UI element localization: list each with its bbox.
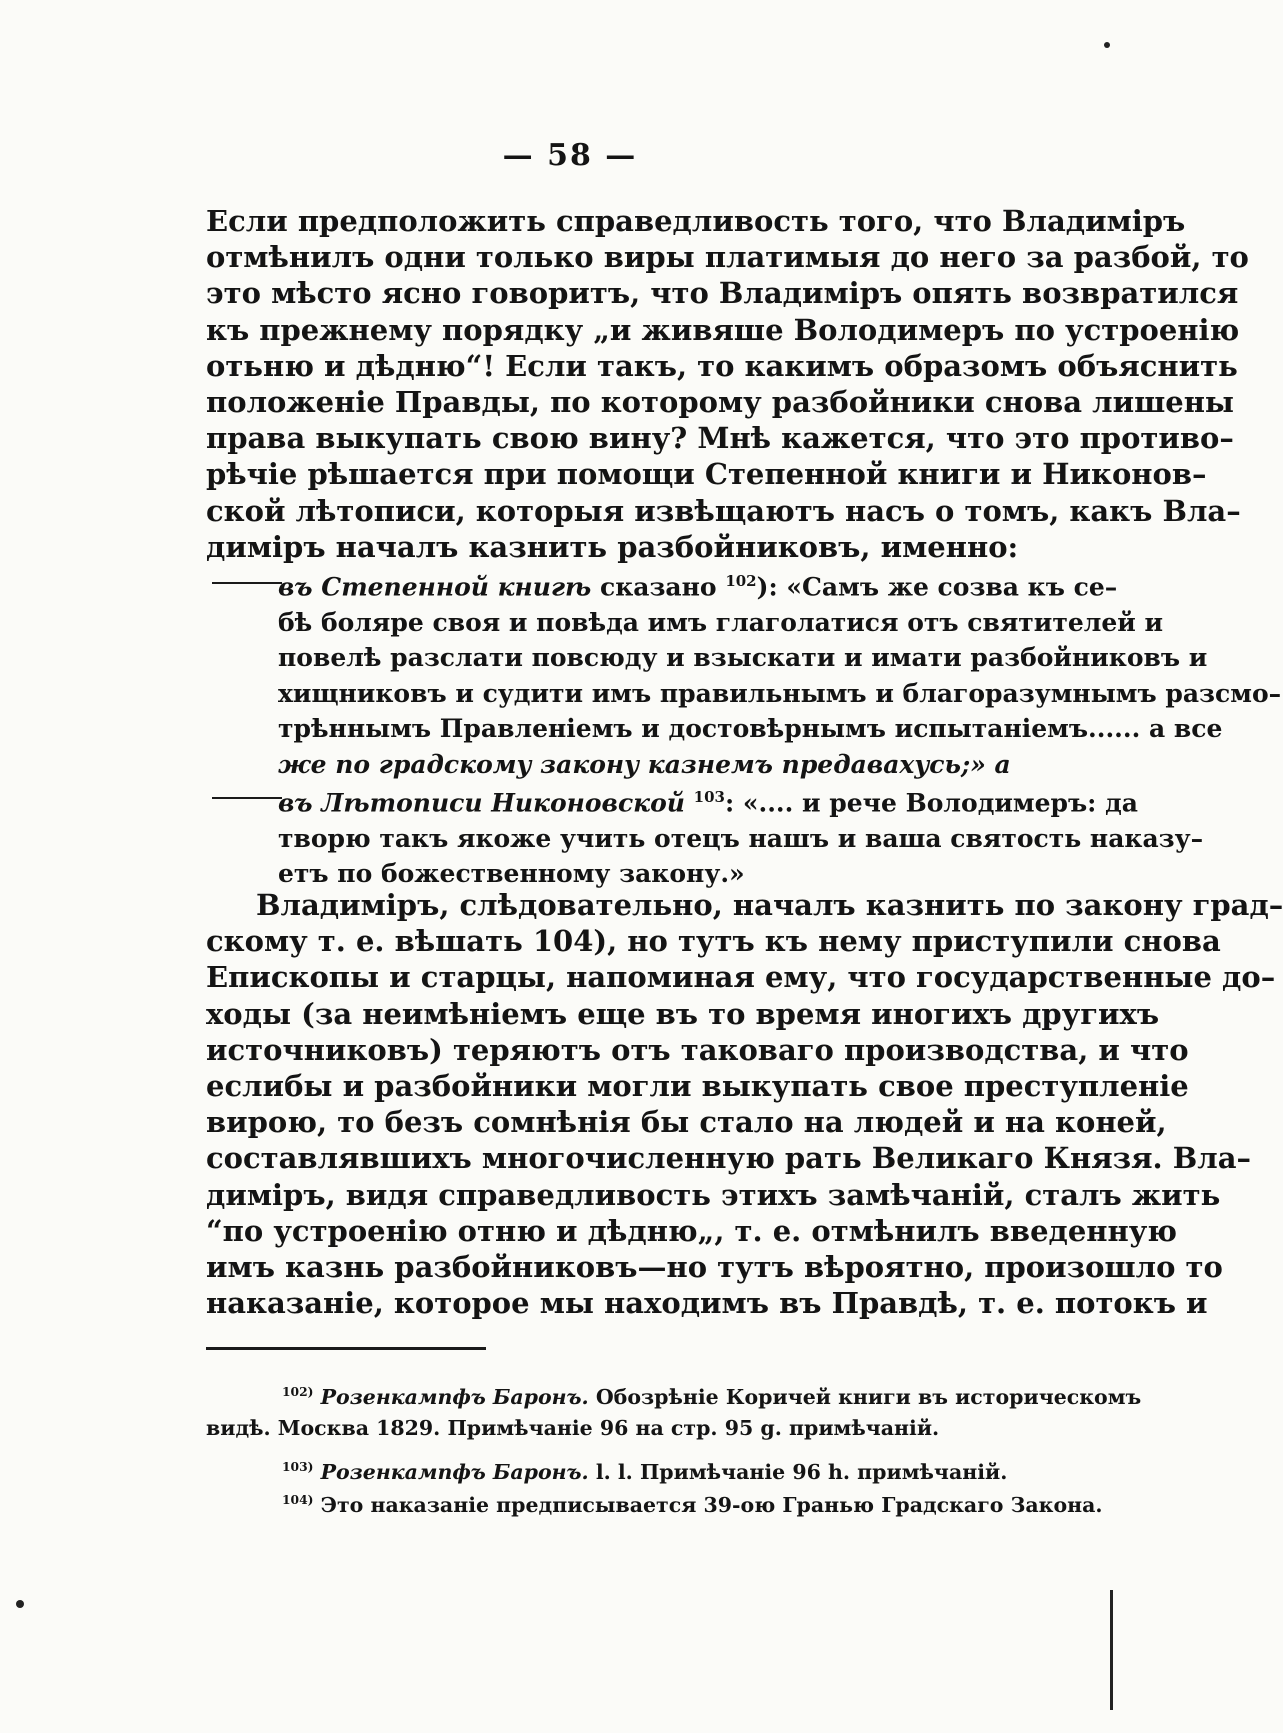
footnote-marker: 103): [282, 1459, 314, 1474]
text-line: ходы (за неимѣніемъ еще въ то время иногихъ другихъ: [206, 996, 1160, 1031]
text-line: вирою, то безъ сомнѣнія бы стало на людей и на коней,: [206, 1105, 1167, 1140]
footnote-marker: 102): [282, 1384, 314, 1399]
footnote-author: Розенкампфъ Баронъ.: [320, 1459, 589, 1484]
quote-line: творю такъ якоже учить отецъ нашъ и ваша святость наказу–: [278, 823, 1204, 853]
quote-line: трѣннымъ Правленіемъ и достовѣрнымъ испытаніемъ...... а все: [278, 714, 1223, 744]
text-line: диміръ, видя справедливость этихъ замѣчаній, сталъ жить: [206, 1177, 1221, 1212]
scan-speck: [1104, 42, 1110, 48]
footnote-103: [206, 1451, 1048, 1488]
footnote-ref[interactable]: 102: [725, 572, 757, 590]
quote-line: хищниковъ и судити имъ правильнымъ и благоразумнымъ разсмо–: [278, 678, 1282, 708]
quote-stepennaya-kniga: [278, 564, 1282, 782]
scan-speck: [16, 1600, 24, 1608]
text-line: рѣчіе рѣшается при помощи Степенной книги и Никонов–: [206, 457, 1207, 492]
text-line: Владиміръ, слѣдовательно, началъ казнить по закону град–: [256, 888, 1283, 922]
quote-line-first: [278, 780, 1138, 821]
quote-line: же по градскому закону казнемъ предавахусь;» а: [278, 749, 1011, 779]
source-title: въ Степенной книгѣ: [278, 572, 592, 602]
text-line: источниковъ) теряютъ отъ таковаго производства, и что: [206, 1032, 1189, 1067]
text-line: къ прежнему порядку „и живяше Володимеръ по устроенію: [206, 312, 1240, 347]
footnote-line: [206, 1376, 1142, 1413]
text-line: Епископы и старцы, напоминая ему, что государственные до–: [206, 960, 1276, 995]
quote-text: ): «Самъ же созва къ се–: [756, 572, 1118, 602]
footnote-divider: [206, 1347, 486, 1350]
text-line: Если предположить справедливость того, что Владиміръ: [206, 204, 1186, 238]
scan-edge-mark: [1110, 1590, 1113, 1710]
text-line: отмѣнилъ одни только виры платимыя до него за разбой, то: [206, 240, 1249, 275]
text-line: права выкупать свою вину? Мнѣ кажется, что это противо–: [206, 421, 1234, 456]
text-line: имъ казнь разбойниковъ—но тутъ вѣроятно, произошло то: [206, 1250, 1223, 1285]
footnote-text: Обозрѣніе Коричей книги въ историческомъ: [588, 1384, 1142, 1409]
text-line: ской лѣтописи, которыя извѣщаютъ насъ о томъ, какъ Вла–: [206, 493, 1241, 528]
footnote-line: [206, 1451, 1048, 1488]
text-line: наказаніе, которое мы находимъ въ Правдѣ, т. е. потокъ и: [206, 1286, 1208, 1321]
footnote-text: l. l. Примѣчаніе 96 h. примѣчаній.: [588, 1459, 1008, 1484]
text-line: скому т. е. вѣшать 104), но тутъ къ нему приступили снова: [206, 924, 1221, 959]
quote-nikonovskaya: [278, 780, 1204, 892]
footnote-102: [206, 1376, 1142, 1444]
text-line: отьню и дѣдню“! Если такъ, то какимъ образомъ объяснить: [206, 348, 1238, 383]
footnote-104: [206, 1484, 1103, 1521]
page-number: — 58 —: [502, 138, 638, 173]
paragraph-1: [206, 203, 1249, 565]
text-line: “по устроенію отню и дѣдню„, т. е. отмѣнилъ введенную: [206, 1213, 1178, 1248]
source-intro: сказано: [591, 572, 717, 602]
text-line: положеніе Правды, по которому разбойники снова лишены: [206, 385, 1234, 420]
quote-line: бѣ боляре своя и повѣда имъ глаголатися отъ святителей и: [278, 607, 1164, 637]
quote-line: повелѣ разслати повсюду и взыскати и имати разбойниковъ и: [278, 643, 1208, 673]
footnote-marker: 104): [282, 1492, 314, 1507]
source-title: въ Лѣтописи Никоновской: [278, 788, 685, 818]
quote-dash: [212, 582, 282, 584]
footnote-line: [206, 1484, 1103, 1521]
footnote-author: Розенкампфъ Баронъ.: [320, 1384, 589, 1409]
footnote-line: видѣ. Москва 1829. Примѣчаніе 96 на стр. 95 g. примѣчаній.: [206, 1415, 940, 1440]
footnote-ref[interactable]: 103: [693, 788, 725, 806]
text-line: еслибы и разбойники могли выкупать свое преступленіе: [206, 1069, 1189, 1104]
footnote-text: Это наказаніе предписывается 39-ою Гранью Градскаго Закона.: [313, 1492, 1103, 1517]
quote-line-first: [278, 564, 1118, 605]
quote-text: : «.... и рече Володимеръ: да: [724, 788, 1138, 818]
text-line: диміръ началъ казнить разбойниковъ, именно:: [206, 529, 1019, 564]
text-line: составлявшихъ многочисленную рать Великаго Князя. Вла–: [206, 1141, 1251, 1176]
quote-line: етъ по божественному закону.»: [278, 859, 745, 889]
text-line: это мѣсто ясно говоритъ, что Владиміръ опять возвратился: [206, 276, 1239, 311]
quote-dash: [212, 797, 282, 799]
paragraph-2: [206, 887, 1283, 1321]
